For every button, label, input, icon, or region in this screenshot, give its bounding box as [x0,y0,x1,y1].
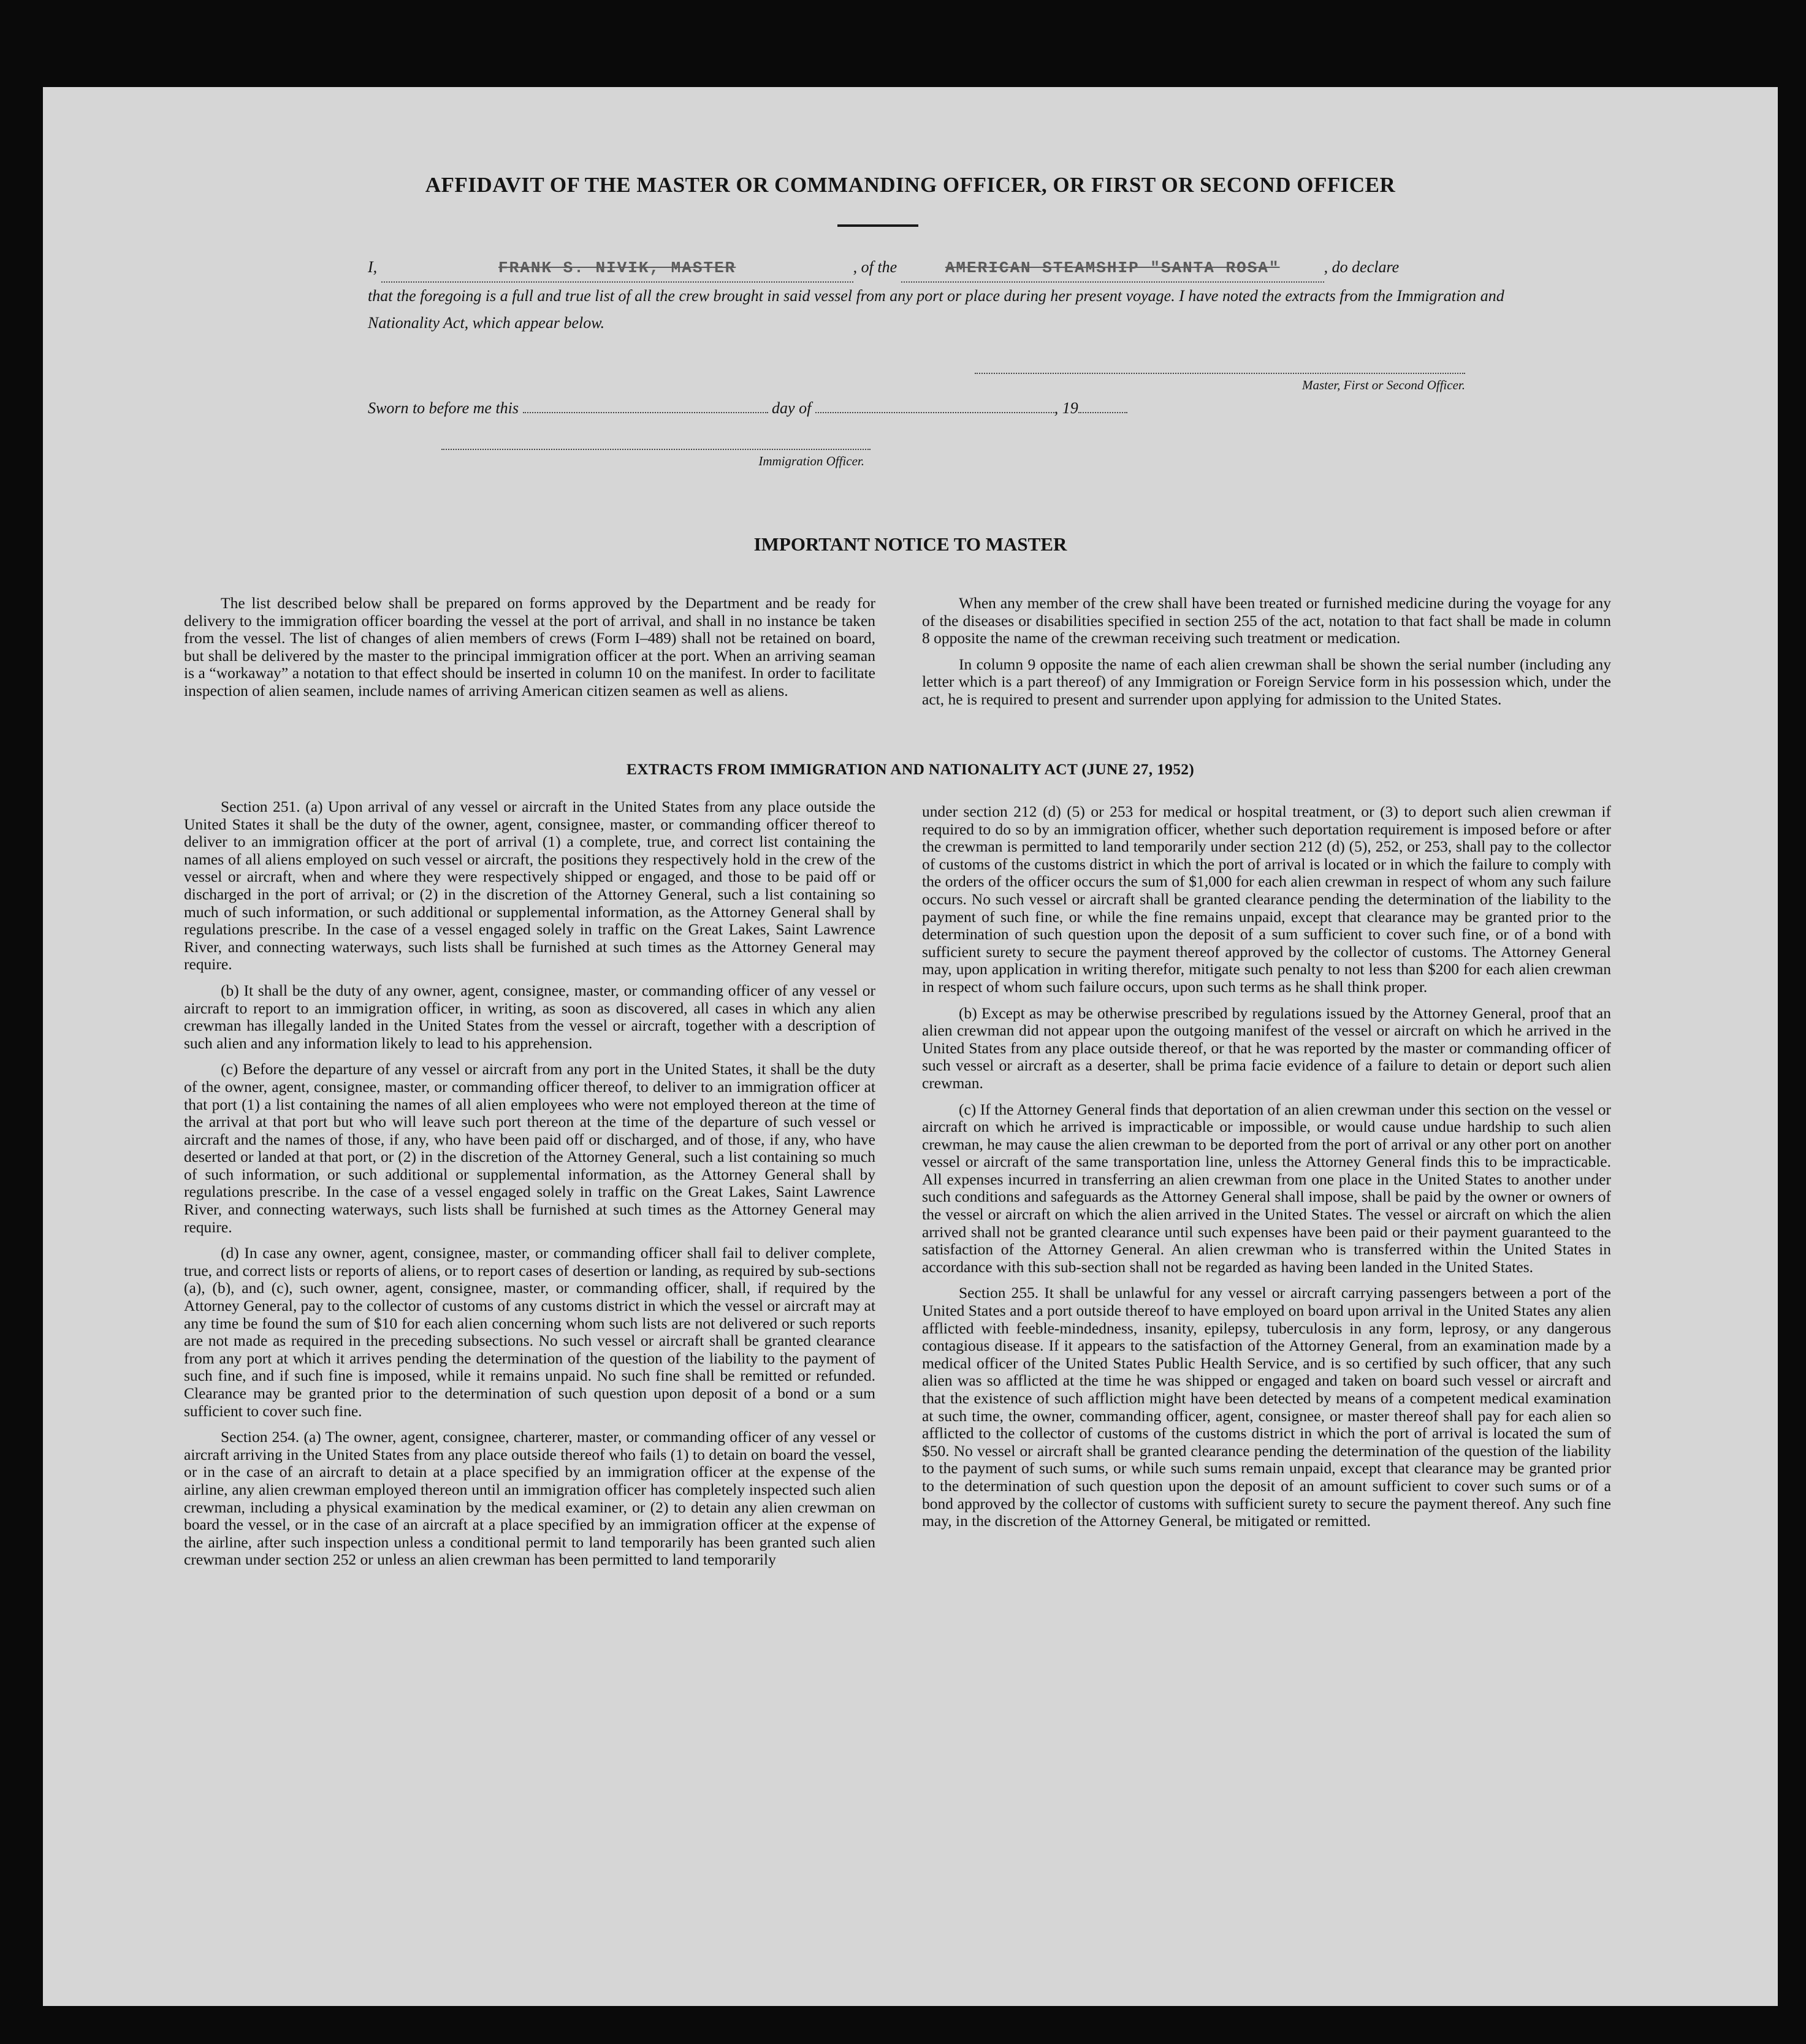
section-251b: (b) It shall be the duty of any owner, agent, consignee, master, or commanding officer of any vessel or aircraft to report to an immigration officer, in writing, as soon as discovered, all cases in which any alien crewman has illegally landed in the United States from the vessel or aircraft, together with a description of such alien and any information likely to lead to his apprehension. [184,981,875,1052]
affidavit-declaration [368,254,1508,337]
affidavit-i: I, [368,258,378,276]
section-254a-continued: under section 212 (d) (5) or 253 for medical or hospital treatment, or (3) to deport such alien crewman if required to do so by an immigration officer, whether such deportation requirement is imposed before or after the crewman is permitted to land temporarily under section 212 (d) (5), 252, or 253, shall pay to the collector of customs of the customs district in which the port of arrival is located or in which the failure to comply with the orders of the officer occurs the sum of $1,000 for each alien crewman in respect of whom any such failure occurs. No such vessel or aircraft shall be granted clearance pending the determination of the liability to the payment of such fine, or while the fine remains unpaid, except that clearance may be granted prior to the determination of such question upon the deposit of a sum sufficient to cover such fine, or of a bond with sufficient surety to secure the payment thereof approved by the collector of customs. The Attorney General may, upon application in writing therefor, mitigate such penalty to not less than $200 for each alien crewman in respect of whom such failure occurs, upon such terms as he shall think proper. [922,803,1611,996]
sworn-day-of: day of [772,399,812,417]
section-254a: Section 254. (a) The owner, agent, consignee, charterer, master, or commanding officer of any vessel or aircraft arriving in the United States from any place outside thereof who fails (1) to detain on board the vessel, or in the case of an aircraft to detain at a place specified by an immigration officer at the expense of the airline, any alien crewman employed thereon until an immigration officer has completely inspected such alien crewman, including a physical examination by the medical examiner, or (2) to detain any alien crewman on board the vessel, or in the case of an aircraft at a place specified by an immigration officer at the expense of the airline, after such inspection unless a conditional permit to land temporarily has been granted such alien crewman under section 252 or unless an alien crewman has been permitted to land temporarily [184,1428,875,1569]
master-name-field[interactable]: FRANK S. NIVIK, MASTER [381,254,853,283]
act-left-column [184,798,875,1569]
master-signature-line[interactable] [975,373,1465,374]
sworn-day-field[interactable] [523,399,768,413]
notice-left-column [184,595,875,700]
title-rule [837,224,918,227]
affidavit-of-the: , of the [853,258,897,276]
act-right-column [922,803,1611,1530]
section-254c: (c) If the Attorney General finds that deportation of an alien crewman under this section on the vessel or aircraft on which he arrived is impracticable or impossible, or would cause undue hardship to such alien crewman, he may cause the alien crewman to be deported from the port of arrival or any other port on another vessel or aircraft of the same transportation line, unless the Attorney General finds this to be impracticable. All expenses incurred in transferring an alien crewman from one place in the United States to another under such conditions and safeguards as the Attorney General shall impose, shall be paid by the owner or owners of the vessel or aircraft on which the alien arrived in the United States. The vessel or aircraft on which the alien arrived shall not be granted clearance until such expenses have been paid or their payment guaranteed to the satisfaction of the Attorney General. An alien crewman who is transferred within the United States in accordance with this sub-section shall not be regarded as having been landed in the United States. [922,1100,1611,1276]
affidavit-title: AFFIDAVIT OF THE MASTER OR COMMANDING OFFICER, OR FIRST OR SECOND OFFICER [425,173,1396,197]
section-254b: (b) Except as may be otherwise prescribed by regulations issued by the Attorney General, proof that an alien crewman did not appear upon the outgoing manifest of the vessel or aircraft on which he arrived in the United States from any place outside thereof, or that he was reported by the master or commanding officer of such vessel or aircraft as a deserter, shall be prima facie evidence of a failure to detain or deport such alien crewman. [922,1004,1611,1092]
sworn-month-field[interactable] [815,399,1054,413]
document-page [43,87,1778,2006]
sworn-year-field[interactable] [1078,399,1127,413]
section-251a: Section 251. (a) Upon arrival of any vessel or aircraft in the United States from any place outside the United States it shall be the duty of the owner, agent, consignee, master, or commanding officer thereof to deliver to an immigration officer at the port of arrival (1) a complete, true, and correct list containing the names of all aliens employed on such vessel or aircraft, the positions they respectively hold in the crew of the vessel or aircraft, when and where they were respectively shipped or engaged, and those to be paid off or discharged in the port of arrival; or (2) in the discretion of the Attorney General, such a list containing so much of such information, or such additional or supplemental information, as the Attorney General shall by regulations prescribe. In the case of a vessel engaged solely in traffic on the Great Lakes, Saint Lawrence River, and connecting waterways, such lists shall be furnished at such times as the Attorney General may require. [184,798,875,974]
sworn-year-prefix: , 19 [1054,399,1078,417]
section-251d: (d) In case any owner, agent, consignee, master, or commanding officer shall fail to deliver complete, true, and correct lists or reports of aliens, or to report cases of desertion or landing, as required by sub-sections (a), (b), and (c), such owner, agent, consignee, master, or commanding officer, shall, if required by the Attorney General, pay to the collector of customs of any customs district in which the vessel or aircraft may at any time be found the sum of $10 for each alien concerning whom such lists are not delivered or such reports are not made as required in the preceding subsections. No such vessel or aircraft shall be granted clearance from any port at which it arrives pending the determination of the question of the liability to the payment of such fine, and if such fine is imposed, while it remains unpaid. No such fine shall be remitted or refunded. Clearance may be granted prior to the determination of such question upon deposit of a bond or a sum sufficient to cover such fine. [184,1244,875,1420]
extracts-title: EXTRACTS FROM IMMIGRATION AND NATIONALITY ACT (JUNE 27, 1952) [626,760,1195,778]
affidavit-do-declare: , do declare [1324,258,1400,276]
sworn-line [368,399,1127,418]
immigration-officer-label: Immigration Officer. [758,454,864,468]
immigration-officer-signature-line[interactable] [441,449,871,450]
vessel-name-field[interactable]: AMERICAN STEAMSHIP "SANTA ROSA" [901,254,1324,283]
notice-paragraph: In column 9 opposite the name of each alien crewman shall be shown the serial number (including any letter which is a part thereof) of any Immigration or Foreign Service form in his possession which, under the act, he is required to present and surrender upon applying for admission to the United States. [922,655,1611,708]
notice-title: IMPORTANT NOTICE TO MASTER [753,533,1067,555]
section-255: Section 255. It shall be unlawful for any vessel or aircraft carrying passengers between a port of the United States and a port outside thereof to have employed on board upon arrival in the United States any alien afflicted with feeble-mindedness, insanity, epilepsy, tuberculosis in any form, leprosy, or any dangerous contagious disease. If it appears to the satisfaction of the Attorney General, from an examination made by a medical officer of the United States Public Health Service, and is so certified by such officer, that any such alien was so afflicted at the time he was shipped or engaged and taken on board such vessel or aircraft and that the existence of such affliction might have been detected by means of a competent medical examination at such time, the owner, commanding officer, agent, consignee, or master thereof shall pay for each alien so afflicted to the collector of customs of the customs district in which the port of arrival is located the sum of $50. No vessel or aircraft shall be granted clearance pending the determination of the question of the liability to the payment of such sums, or while such sums remain unpaid, except that clearance may be granted prior to the determination of such question upon the deposit of an amount sufficient to cover such sums or of a bond approved by the collector of customs with sufficient surety to secure the payment thereof. Any such fine may, in the discretion of the Attorney General, be mitigated or remitted. [922,1284,1611,1530]
notice-paragraph: When any member of the crew shall have been treated or furnished medicine during the voyage for any of the diseases or disabilities specified in section 255 of the act, notation to that fact shall be made in column 8 opposite the name of the crewman receiving such treatment or medication. [922,594,1611,647]
notice-paragraph: The list described below shall be prepared on forms approved by the Department and be ready for delivery to the immigration officer boarding the vessel at the port of arrival, and shall in no instance be taken from the vessel. The list of changes of alien members of crews (Form I–489) shall not be retained on board, but shall be delivered by the master to the principal immigration officer at the port. When an arriving seaman is a “workaway” a notation to that effect should be inserted in column 10 on the manifest. In order to facilitate inspection of alien seamen, include names of arriving American citizen seamen as well as aliens. [184,594,875,700]
section-251c: (c) Before the departure of any vessel or aircraft from any port in the United States, it shall be the duty of the owner, agent, consignee, master, or commanding officer thereof, to deliver to an immigration officer at that port (1) a list containing the names of all alien employees who were not employed thereon at the time of the arrival at that port but who will leave such port thereon at the time of the departure of such vessel or aircraft and the names of those, if any, who have been paid off or discharged, and of those, if any, who have deserted or landed at that port, or (2) in the discretion of the Attorney General, such a list containing so much of such information, or such additional or supplemental information, as the Attorney General shall by regulations prescribe. In the case of a vessel engaged solely in traffic on the Great Lakes, Saint Lawrence River, and connecting waterways, such lists shall be furnished at such times as the Attorney General may require. [184,1060,875,1236]
notice-right-column [922,595,1611,709]
affidavit-body: that the foregoing is a full and true list of all the crew brought in said vessel from any port or place during her present voyage. I have noted the extracts from the Immigration and Nationality Act, which appear below. [368,287,1504,332]
master-signature-label: Master, First or Second Officer. [1302,378,1465,392]
sworn-prefix: Sworn to before me this [368,399,519,417]
